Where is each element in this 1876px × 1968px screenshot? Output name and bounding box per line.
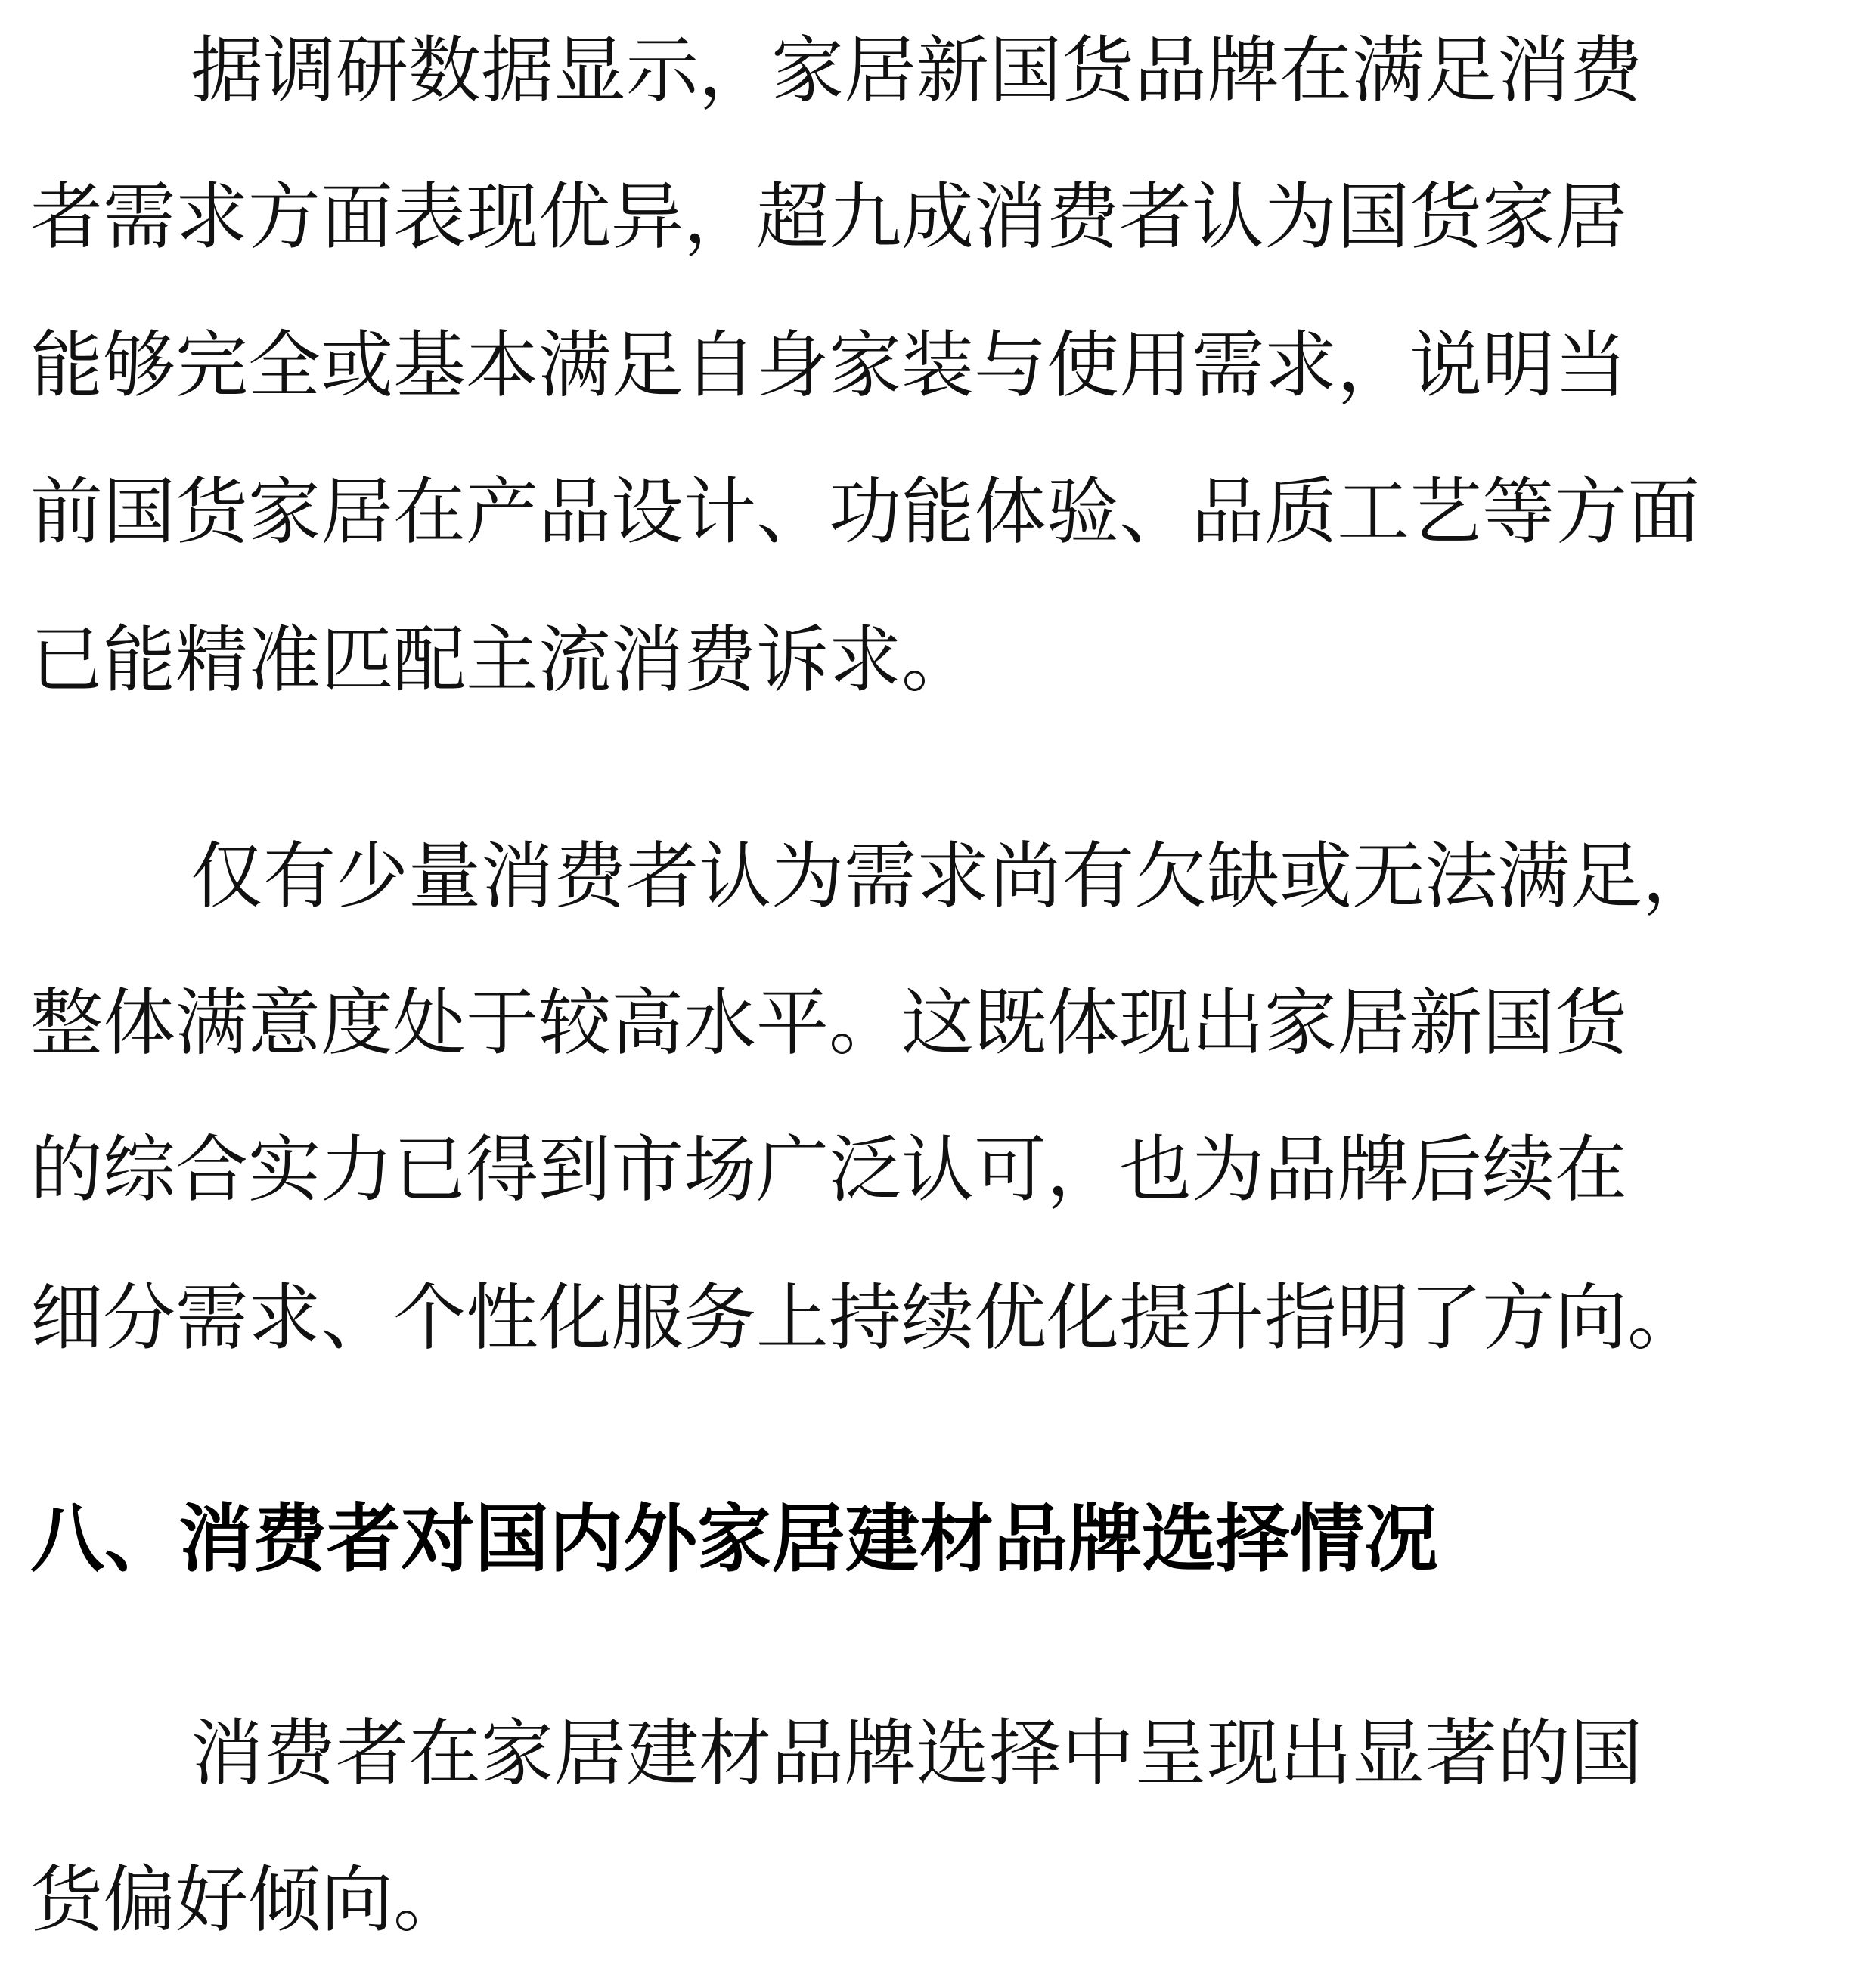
paragraph-line: 仅有少量消费者认为需求尚有欠缺或无法满足， — [191, 834, 1715, 919]
paragraph-line: 前国货家居在产品设计、功能体验、品质工艺等方面 — [30, 470, 1700, 554]
paragraph-line: 者需求方面表现优异，超九成消费者认为国货家居 — [30, 175, 1627, 259]
paragraph-line: 的综合实力已得到市场广泛认可，也为品牌后续在 — [30, 1127, 1627, 1212]
paragraph-line: 整体满意度处于较高水平。这既体现出家居新国货 — [30, 981, 1627, 1065]
paragraph-line: 货偏好倾向。 — [30, 1858, 466, 1942]
section-heading: 八、消费者对国内外家居建材品牌选择情况 — [30, 1496, 1439, 1582]
paragraph-line: 细分需求、个性化服务上持续优化提升指明了方向。 — [30, 1275, 1700, 1360]
paragraph-line: 已能精准匹配主流消费诉求。 — [30, 618, 974, 702]
paragraph-line: 消费者在家居建材品牌选择中呈现出显著的国 — [191, 1711, 1642, 1796]
paragraph-line: 能够完全或基本满足自身家装与使用需求，说明当 — [30, 323, 1627, 408]
paragraph-line: 据调研数据显示，家居新国货品牌在满足消费 — [191, 28, 1642, 113]
